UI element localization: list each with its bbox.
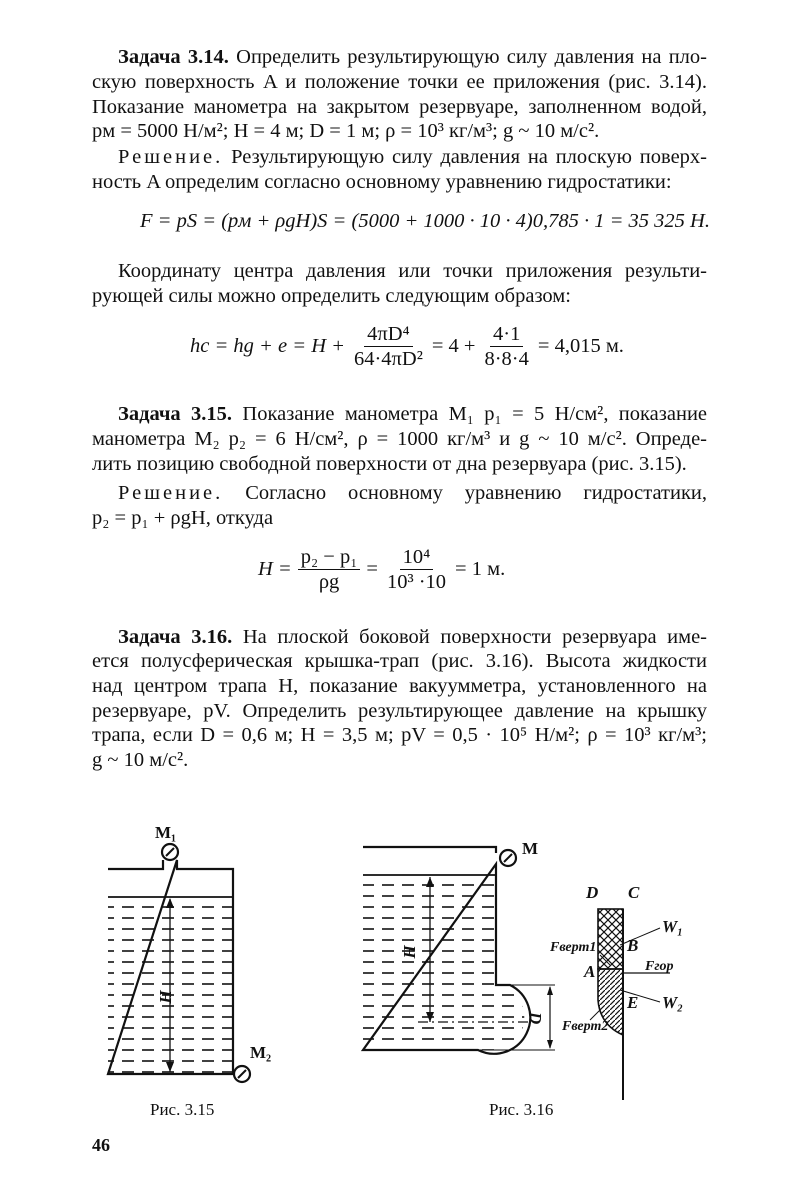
label-w2: W₂ xyxy=(662,993,684,1012)
denominator: 64·4πD² xyxy=(353,348,423,370)
task-3-16-line-2: ется полусферическая крышка-трап (рис. 3.16). Высота жидкости xyxy=(92,650,707,672)
solution-label: Решение. xyxy=(118,482,224,504)
denominator: 8·8·4 xyxy=(484,348,529,370)
text: Результирующую силу давления на плоскую поверх- xyxy=(231,146,707,168)
label-m: M xyxy=(522,839,539,858)
label-m2: M₂ xyxy=(250,1043,272,1062)
label-point-d: D xyxy=(586,883,599,902)
label-h: H xyxy=(400,945,419,959)
task-3-15-line-2: манометра M₂ p₂ = 6 Н/см², ρ = 1000 кг/м³ и g ~ 10 м/с². Опреде- xyxy=(92,428,707,450)
task-3-14-line-4: pм = 5000 Н/м²; H = 4 м; D = 1 м; ρ = 10³ кг/м³; g ~ 10 м/с². xyxy=(92,120,600,142)
numerator: 4·1 xyxy=(490,322,523,347)
label-f-hor: Fгор xyxy=(645,959,674,974)
center-line-1: Координату центра давления или точки приложения результи- xyxy=(118,260,707,282)
task-3-16-line-6: g ~ 10 м/с². xyxy=(92,749,189,771)
solution-3-15-line-2: p₂ = p₁ + ρgH, откуда xyxy=(92,507,274,529)
label-point-a: A xyxy=(584,962,596,981)
task-3-16-line-3: над центром трапа H, показание вакуумметра, установленного на xyxy=(92,675,707,697)
denominator: ρg xyxy=(318,571,340,593)
formula-lhs: H = xyxy=(258,558,292,580)
formula-lhs: hc = hg + e = H + xyxy=(190,335,345,357)
denominator: 10³ ·10 xyxy=(386,571,447,593)
formula-text: F = pS = (pм + ρgH)S = (5000 + 1000 · 10 · 4)0,785 · 1 = 35 325 Н. xyxy=(140,210,710,232)
label-point-b: B xyxy=(627,936,639,955)
label-w1: W₁ xyxy=(662,917,684,936)
label-f-vert2: Fверт2 xyxy=(562,1019,609,1034)
label-d: D xyxy=(526,1012,545,1025)
task-label: Задача 3.15. xyxy=(118,403,233,425)
task-3-16-line-5: трапа, если D = 0,6 м; H = 3,5 м; pV = 0,5 · 10⁵ Н/м²; ρ = 10³ кг/м³; xyxy=(92,724,707,746)
gauge-m2-icon xyxy=(234,1066,250,1082)
numerator: 4πD⁴ xyxy=(364,322,413,347)
formula-mid: = 4 + xyxy=(431,335,476,357)
numerator: p₂ − p₁ xyxy=(298,545,361,570)
text: Определить результирующую силу давления на пло- xyxy=(236,46,707,68)
center-line-2: рующей силы можно определить следующим образом: xyxy=(92,285,571,307)
task-3-16-line-4: резервуаре, pV. Определить результирующее давление на крышку xyxy=(92,700,707,722)
label-f-vert1: Fверт1 xyxy=(550,940,597,955)
solution-3-14-line-2: ность A определим согласно основному уравнению гидростатики: xyxy=(92,171,672,193)
text: Показание манометра M₁ p₁ = 5 Н/см², показание xyxy=(242,403,708,425)
label-point-c: C xyxy=(628,883,640,902)
formula-result: = 4,015 м. xyxy=(537,335,624,357)
gauge-m1-icon xyxy=(162,844,178,860)
page-number: 46 xyxy=(92,1135,110,1155)
formula-mid: = xyxy=(366,558,378,580)
text: Согласно основному уравнению гидростатики, xyxy=(245,482,707,504)
figure-3-15-tank xyxy=(108,860,234,1074)
solution-label: Решение. xyxy=(118,146,224,168)
task-3-15-line-3: лить позицию свободной поверхности от дна резервуара (рис. 3.15). xyxy=(92,453,687,475)
task-3-14-line-2: скую поверхность A и положение точки ее приложения (рис. 3.14). xyxy=(92,71,707,93)
formula-result: = 1 м. xyxy=(455,558,506,580)
label-point-e: E xyxy=(627,993,639,1012)
numerator: 10⁴ xyxy=(400,545,434,570)
label-h: H xyxy=(156,990,175,1004)
task-3-14-line-3: Показание манометра на закрытом резервуаре, заполненном водой, xyxy=(92,96,707,118)
gauge-m-icon xyxy=(500,850,516,866)
task-label: Задача 3.16. xyxy=(118,626,233,648)
text: На плоской боковой поверхности резервуара име- xyxy=(242,626,708,648)
label-m1: M₁ xyxy=(155,823,177,842)
task-label: Задача 3.14. xyxy=(118,46,229,68)
figure-3-16-caption: Рис. 3.16 xyxy=(489,1100,554,1119)
figure-3-15-caption: Рис. 3.15 xyxy=(150,1100,215,1119)
